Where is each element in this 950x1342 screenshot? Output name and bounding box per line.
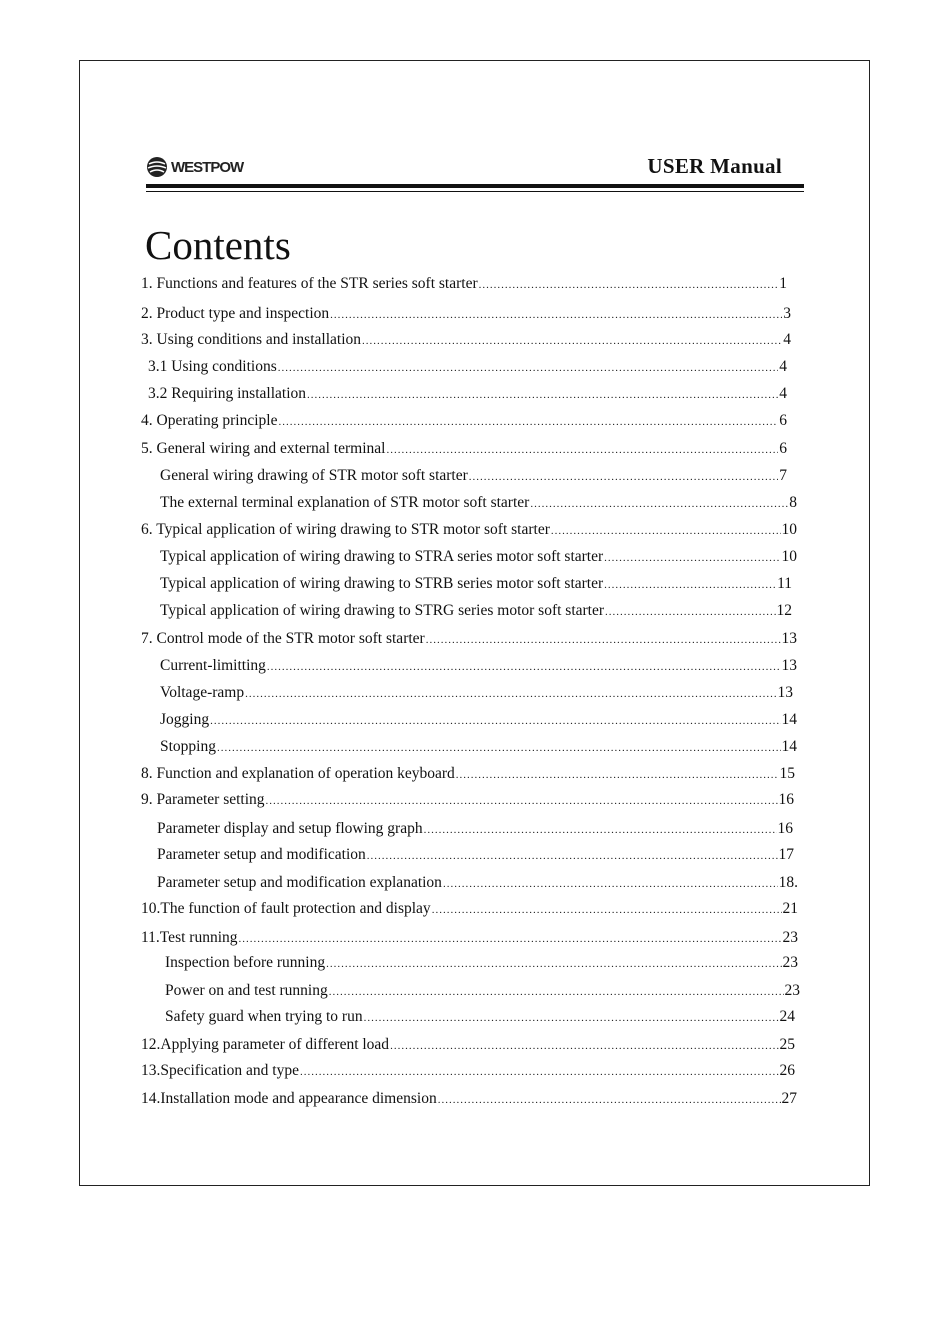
toc-entry-title: Current-limitting (160, 657, 266, 674)
toc-dot-leader (432, 900, 782, 920)
toc-entry-title: 9. Parameter setting (141, 791, 265, 808)
toc-entry-page: 16 (778, 791, 794, 808)
toc-entry-title: Voltage-ramp (160, 684, 245, 701)
header-rule (146, 184, 804, 188)
toc-entry-page: 13 (781, 657, 797, 674)
toc-entry[interactable] (160, 656, 797, 677)
toc-entry-title: 12.Applying parameter of different load (141, 1036, 390, 1053)
toc-entry-page: 13 (777, 684, 793, 701)
toc-entry[interactable] (160, 601, 792, 622)
toc-entry-title: Inspection before running (165, 954, 326, 971)
toc-entry-title: 7. Control mode of the STR motor soft starter (141, 630, 425, 647)
toc-entry[interactable] (157, 819, 793, 840)
toc-dot-leader (530, 494, 788, 514)
toc-entry[interactable] (160, 737, 797, 758)
toc-dot-leader (605, 602, 775, 622)
toc-entry-page: 7 (779, 467, 787, 484)
toc-entry-page: 17 (778, 846, 794, 863)
toc-entry-page: 23 (782, 954, 798, 971)
toc-entry-page: 4 (779, 385, 787, 402)
toc-entry[interactable] (141, 1089, 797, 1110)
toc-entry-page: 25 (779, 1036, 795, 1053)
toc-dot-leader (330, 305, 782, 325)
toc-entry-page: 15 (779, 765, 795, 782)
toc-entry-title: 3. Using conditions and installation (141, 331, 361, 348)
toc-entry[interactable] (160, 466, 787, 487)
toc-entry-title: Jogging (160, 711, 210, 728)
toc-entry-title: 6. Typical application of wiring drawing to STR motor soft starter (141, 521, 550, 538)
toc-entry-title: Power on and test running (165, 982, 328, 999)
toc-entry-page: 10 (781, 548, 797, 565)
toc-entry-page: 8 (789, 494, 797, 511)
toc-entry-page: 10 (781, 521, 797, 538)
toc-entry-title: 14.Installation mode and appearance dimension (141, 1090, 437, 1107)
toc-dot-leader (364, 1008, 779, 1028)
toc-entry[interactable] (141, 764, 795, 785)
page-header (146, 150, 804, 190)
toc-dot-leader (469, 467, 778, 487)
toc-dot-leader (210, 711, 780, 731)
toc-entry[interactable] (160, 574, 792, 595)
toc-entry-page: 6 (779, 440, 787, 457)
toc-entry-title: 13.Specification and type (141, 1062, 299, 1079)
toc-entry[interactable] (141, 790, 794, 811)
toc-entry-page: 14 (781, 738, 797, 755)
toc-entry-title: Safety guard when trying to run (165, 1008, 363, 1025)
toc-entry-title: Typical application of wiring drawing to STRG series motor soft starter (160, 602, 605, 619)
toc-dot-leader (239, 929, 782, 949)
toc-entry-page: 4 (779, 358, 787, 375)
toc-entry-page: 16 (777, 820, 793, 837)
toc-entry-page: 23 (782, 929, 798, 946)
toc-entry-title: 4. Operating principle (141, 412, 278, 429)
toc-entry-title: Stopping (160, 738, 216, 755)
toc-dot-leader (386, 440, 778, 460)
toc-entry[interactable] (148, 357, 787, 378)
toc-entry-title: The external terminal explanation of STR motor soft starter (160, 494, 530, 511)
toc-entry-title: 11.Test running (141, 929, 238, 946)
toc-dot-leader (390, 1036, 778, 1056)
toc-entry[interactable] (157, 845, 794, 866)
toc-entry[interactable] (160, 493, 797, 514)
toc-entry[interactable] (141, 520, 797, 541)
toc-entry[interactable] (141, 629, 797, 650)
toc-entry[interactable] (141, 274, 787, 295)
globe-logo-icon (146, 156, 168, 178)
toc-dot-leader (266, 791, 778, 811)
toc-entry-title: 3.2 Requiring installation (148, 385, 306, 402)
toc-dot-leader (245, 684, 776, 704)
toc-dot-leader (438, 1090, 781, 1110)
toc-entry[interactable] (160, 683, 793, 704)
toc-entry-page: 6 (779, 412, 787, 429)
toc-entry-title: 5. General wiring and external terminal (141, 440, 386, 457)
toc-dot-leader (267, 657, 781, 677)
toc-dot-leader (300, 1062, 779, 1082)
toc-dot-leader (278, 412, 778, 432)
toc-entry-title: Typical application of wiring drawing to STRA series motor soft starter (160, 548, 604, 565)
toc-entry[interactable] (141, 1061, 795, 1082)
toc-entry-title: 1. Functions and features of the STR series soft starter (141, 275, 478, 292)
toc-entry-page: 12 (776, 602, 792, 619)
toc-entry-title: 3.1 Using conditions (148, 358, 277, 375)
toc-dot-leader (307, 385, 778, 405)
toc-entry-title: 10.The function of fault protection and display (141, 900, 431, 917)
toc-entry[interactable] (160, 547, 797, 568)
toc-dot-leader (479, 275, 779, 295)
toc-dot-leader (367, 846, 778, 866)
toc-entry[interactable] (141, 439, 787, 460)
toc-entry[interactable] (165, 953, 798, 974)
toc-dot-leader (278, 358, 779, 378)
toc-entry-page: 14 (781, 711, 797, 728)
company-logo (146, 156, 243, 178)
toc-entry-page: 21 (782, 900, 798, 917)
toc-entry[interactable] (165, 1007, 795, 1028)
toc-dot-leader (604, 575, 776, 595)
toc-entry[interactable] (141, 1035, 795, 1056)
toc-dot-leader (443, 874, 778, 894)
toc-entry-page: 4 (783, 331, 791, 348)
toc-dot-leader (329, 982, 784, 1002)
toc-entry-title: Parameter display and setup flowing graph (157, 820, 423, 837)
toc-entry-title: Parameter setup and modification (157, 846, 366, 863)
toc-entry[interactable] (141, 411, 787, 432)
toc-dot-leader (426, 630, 781, 650)
header-rule-thin (146, 191, 804, 192)
toc-entry[interactable] (141, 928, 798, 949)
toc-entry-page: 3 (783, 305, 791, 322)
toc-entry-title: Parameter setup and modification explanation (157, 874, 442, 891)
contents-heading: Contents (145, 222, 291, 268)
toc-entry-page: 1 (779, 275, 787, 292)
logo-text: WESTPOW (171, 158, 244, 176)
toc-entry-page: 27 (781, 1090, 797, 1107)
toc-entry[interactable] (165, 981, 800, 1002)
toc-entry[interactable] (141, 304, 791, 325)
toc-entry-page: 11 (777, 575, 792, 592)
toc-entry-page: 23 (784, 982, 800, 999)
toc-dot-leader (326, 954, 781, 974)
toc-entry[interactable] (141, 330, 791, 351)
toc-entry[interactable] (160, 710, 797, 731)
toc-entry-title: General wiring drawing of STR motor soft starter (160, 467, 468, 484)
toc-entry[interactable] (148, 384, 787, 405)
toc-dot-leader (362, 331, 782, 351)
document-title: USER Manual (647, 154, 782, 178)
toc-entry[interactable] (141, 899, 798, 920)
toc-dot-leader (217, 738, 781, 758)
toc-entry[interactable] (157, 873, 798, 894)
toc-dot-leader (456, 765, 779, 785)
toc-entry-title: Typical application of wiring drawing to STRB series motor soft starter (160, 575, 604, 592)
toc-entry-title: 2. Product type and inspection (141, 305, 330, 322)
toc-dot-leader (604, 548, 780, 568)
toc-entry-title: 8. Function and explanation of operation keyboard (141, 765, 455, 782)
toc-entry-page: 18. (778, 874, 798, 891)
toc-entry-page: 13 (781, 630, 797, 647)
toc-dot-leader (424, 820, 777, 840)
toc-entry-page: 26 (779, 1062, 795, 1079)
toc-entry-page: 24 (779, 1008, 795, 1025)
toc-dot-leader (551, 521, 781, 541)
